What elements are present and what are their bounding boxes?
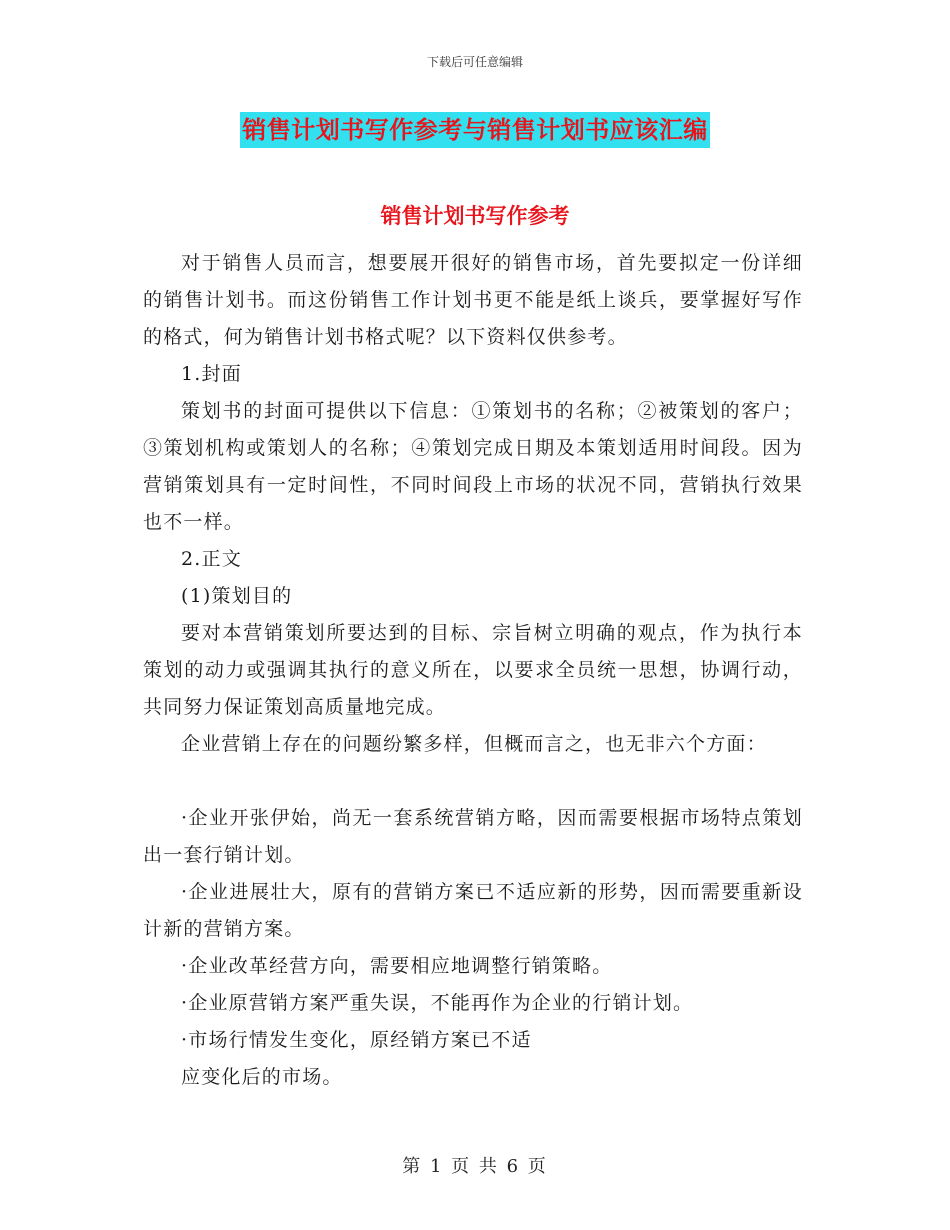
page-footer: 第 1 页 共 6 页 [402, 1156, 548, 1177]
bullet-item: ·企业改革经营方向，需要相应地调整行销策略。 [181, 955, 613, 977]
document-body [143, 245, 803, 1096]
bullet-item: ·市场行情发生变化，原经销方案已不适 [181, 1029, 532, 1051]
paragraph-problems: 企业营销上存在的问题纷繁多样，但概而言之，也无非六个方面： [181, 733, 767, 755]
paragraph-purpose: 要对本营销策划所要达到的目标、宗旨树立明确的观点，作为执行本策划的动力或强调其执行的意义所在，以要求全员统一思想，协调行动，共同努力保证策划高质量地完成。 [143, 622, 803, 718]
spacer [143, 763, 803, 800]
bullet-item: ·企业开张伊始，尚无一套系统营销方略，因而需要根据市场特点策划出一套行销计划。 [143, 807, 803, 866]
main-title-wrap [0, 112, 950, 148]
paragraph-cover: 策划书的封面可提供以下信息：①策划书的名称；②被策划的客户；③策划机构或策划人的名称；④策划完成日期及本策划适用时间段。因为营销策划具有一定时间性，不同时间段上市场的状况不同，营销执行效果也不一样。 [143, 400, 803, 533]
paragraph-intro: 对于销售人员而言，想要展开很好的销售市场，首先要拟定一份详细的销售计划书。而这份销售工作计划书更不能是纸上谈兵，要掌握好写作的格式，何为销售计划书格式呢？以下资料仅供参考。 [143, 252, 803, 348]
section-title: 销售计划书写作参考 [380, 204, 570, 228]
header-note: 下载后可任意编辑 [426, 55, 523, 69]
heading-purpose: (1)策划目的 [181, 585, 293, 607]
bullet-item: ·企业原营销方案严重失误，不能再作为企业的行销计划。 [181, 992, 694, 1014]
main-title: 销售计划书写作参考与销售计划书应该汇编 [240, 112, 710, 148]
heading-body: 2.正文 [181, 548, 242, 570]
heading-cover: 1.封面 [181, 363, 242, 385]
bullet-item-continuation: 应变化后的市场。 [181, 1066, 343, 1088]
bullet-item: ·企业进展壮大，原有的营销方案已不适应新的形势，因而需要重新设计新的营销方案。 [143, 881, 803, 940]
